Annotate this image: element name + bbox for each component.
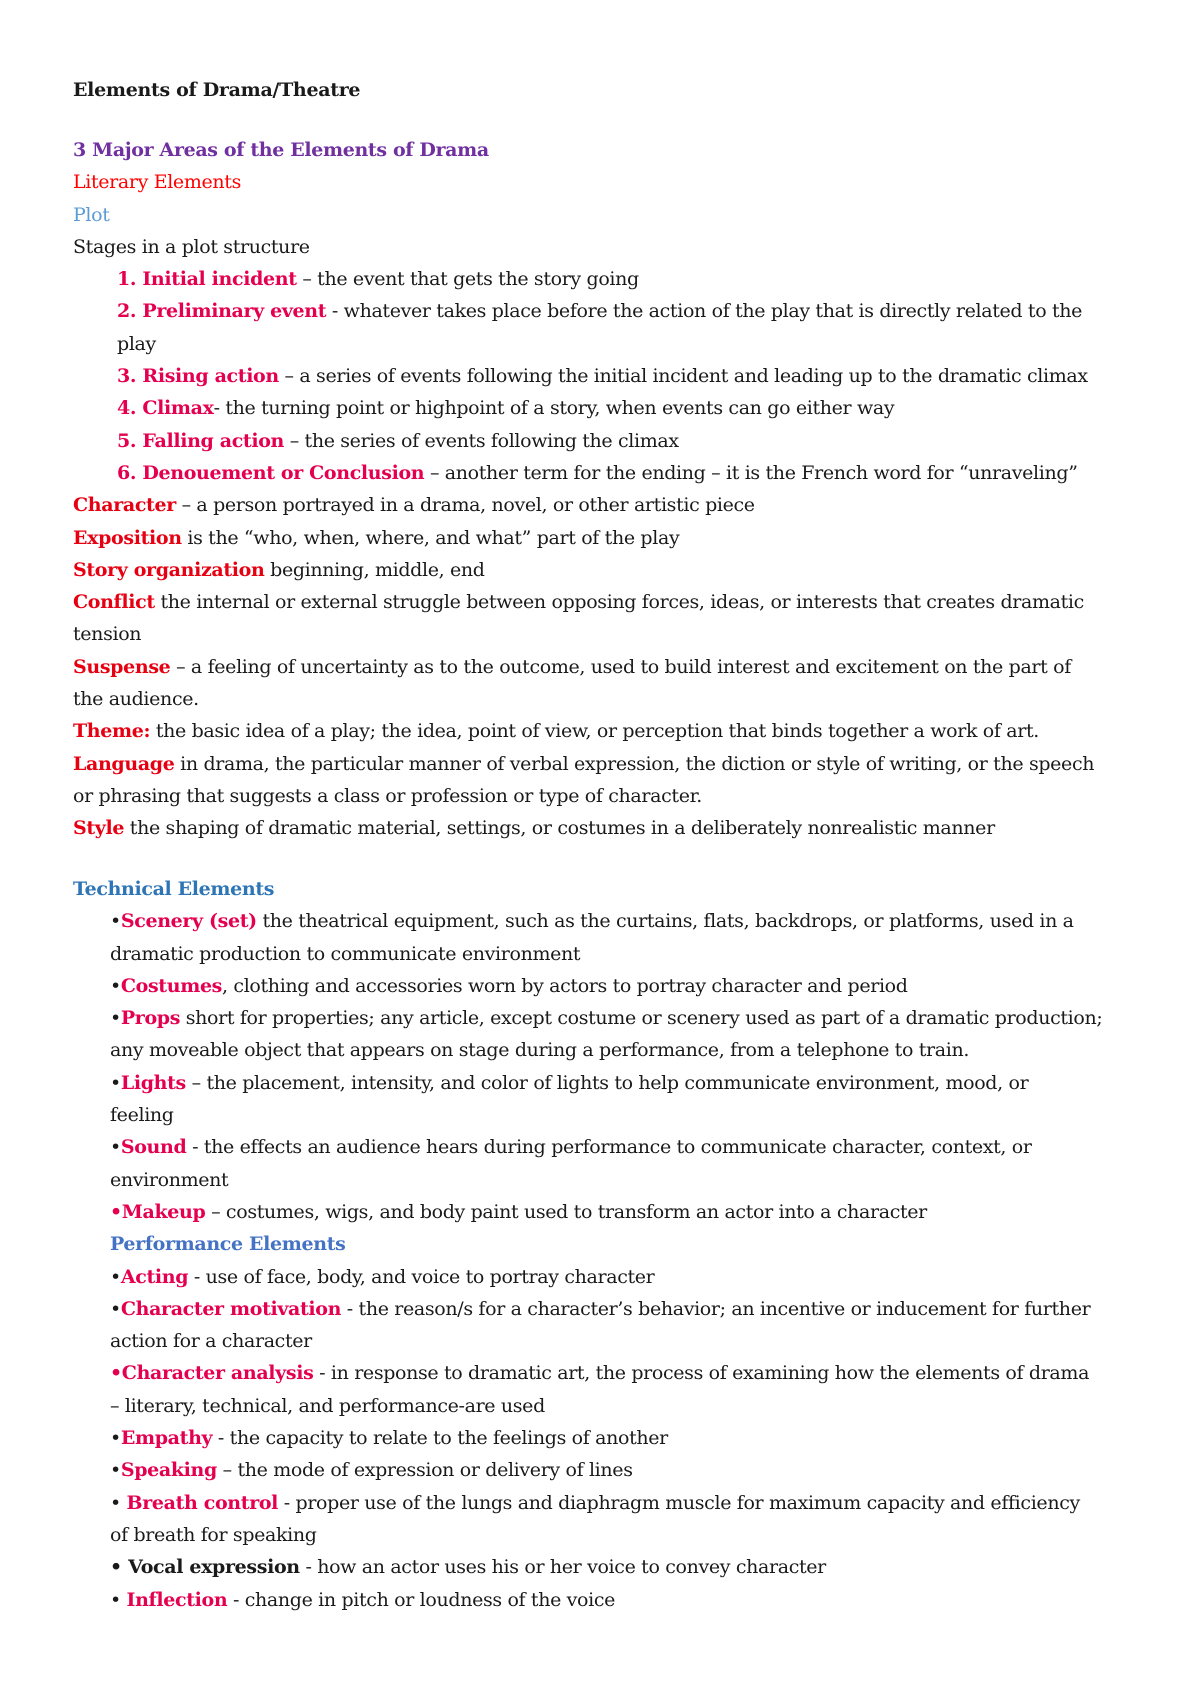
bullet: • xyxy=(110,1136,121,1159)
major-areas-heading: 3 Major Areas of the Elements of Drama xyxy=(73,139,489,161)
technical-term: Costumes xyxy=(120,974,223,997)
performance-item xyxy=(73,1261,1133,1293)
stage-term: 4. Climax xyxy=(117,397,214,420)
technical-term: Lights xyxy=(120,1071,186,1094)
performance-elements-heading: Performance Elements xyxy=(110,1233,346,1256)
definition-item xyxy=(73,812,1133,844)
bullet: • xyxy=(110,1071,121,1094)
performance-item xyxy=(73,1584,1133,1616)
performance-desc: - change in pitch or loudness of the voice xyxy=(227,1588,616,1611)
stage-desc: – the event that gets the story going xyxy=(296,268,639,291)
definition-term: Style xyxy=(73,817,125,840)
bullet: • xyxy=(110,1362,122,1385)
definition-continuation: the audience. xyxy=(73,688,199,711)
definition-item xyxy=(73,651,1133,683)
performance-item xyxy=(73,1357,1133,1389)
performance-item xyxy=(73,1293,1133,1325)
stage-item xyxy=(73,360,1133,392)
technical-term: Scenery (set) xyxy=(120,910,257,933)
bullet: • xyxy=(110,1588,127,1611)
performance-item xyxy=(73,1487,1133,1519)
performance-item xyxy=(73,1422,1133,1454)
stage-desc: – another term for the ending – it is the French word for “unraveling” xyxy=(424,461,1078,484)
performance-desc: - the capacity to relate to the feelings of another xyxy=(212,1427,668,1450)
stage-item-continuation: play xyxy=(117,332,156,355)
definition-term: Theme: xyxy=(73,720,151,743)
performance-term: Speaking xyxy=(120,1459,217,1482)
stage-term: 2. Preliminary event xyxy=(117,300,327,323)
technical-desc: short for properties; any article, except costume or scenery used as part of a dramatic production; xyxy=(180,1007,1103,1030)
definition-term: Story organization xyxy=(73,558,265,581)
stage-item xyxy=(73,425,1133,457)
bullet: • xyxy=(110,1265,121,1288)
technical-item xyxy=(73,1196,1133,1228)
technical-section xyxy=(73,873,1133,1616)
technical-term: Props xyxy=(120,1007,181,1030)
bullet: • xyxy=(110,910,121,933)
stage-term: 1. Initial incident xyxy=(117,268,297,291)
definition-term: Character xyxy=(73,494,176,517)
performance-term: Acting xyxy=(120,1265,189,1288)
bullet: • xyxy=(110,1200,122,1223)
definition-item xyxy=(73,715,1133,747)
definition-item xyxy=(73,554,1133,586)
technical-desc: – costumes, wigs, and body paint used to transform an actor into a character xyxy=(205,1200,927,1223)
technical-continuation: environment xyxy=(110,1168,229,1191)
definition-term: Suspense xyxy=(73,655,171,678)
bullet: • xyxy=(110,1297,121,1320)
technical-continuation: feeling xyxy=(110,1104,174,1127)
stage-term: 3. Rising action xyxy=(117,365,279,388)
definition-desc: – a feeling of uncertainty as to the outcome, used to build interest and excitement on the part of xyxy=(170,655,1071,678)
bullet: • xyxy=(110,1007,121,1030)
stages-intro: Stages in a plot structure xyxy=(73,235,310,258)
definition-continuation: tension xyxy=(73,623,142,646)
performance-continuation: – literary, technical, and performance-are used xyxy=(110,1394,545,1417)
performance-desc: - how an actor uses his or her voice to convey character xyxy=(299,1556,826,1579)
stage-desc: – a series of events following the initial incident and leading up to the dramatic climax xyxy=(278,365,1088,388)
technical-term: Sound xyxy=(120,1136,187,1159)
definition-desc: the shaping of dramatic material, settings, or costumes in a deliberately nonrealistic manner xyxy=(124,817,995,840)
technical-item xyxy=(73,970,1133,1002)
stage-desc: - whatever takes place before the action of the play that is directly related to the xyxy=(326,300,1083,323)
performance-continuation: action for a character xyxy=(110,1330,312,1353)
literary-section xyxy=(73,134,1133,845)
performance-term: Breath control xyxy=(126,1491,279,1514)
performance-term: Inflection xyxy=(126,1588,228,1611)
stage-desc: - the turning point or highpoint of a story, when events can go either way xyxy=(213,397,895,420)
performance-term: Character analysis xyxy=(121,1362,314,1385)
definition-desc: the internal or external struggle between opposing forces, ideas, or interests that creates dramatic xyxy=(154,591,1084,614)
definition-desc: in drama, the particular manner of verbal expression, the diction or style of writing, or the speech xyxy=(174,752,1095,775)
definition-desc: beginning, middle, end xyxy=(264,558,485,581)
technical-desc: , clothing and accessories worn by actors to portray character and period xyxy=(222,974,908,997)
technical-desc: the theatrical equipment, such as the curtains, flats, backdrops, or platforms, used in a xyxy=(256,910,1074,933)
stage-term: 5. Falling action xyxy=(117,429,284,452)
performance-desc: - the reason/s for a character’s behavior; an incentive or inducement for further xyxy=(341,1297,1091,1320)
definition-desc: is the “who, when, where, and what” part of the play xyxy=(181,526,680,549)
performance-desc: - proper use of the lungs and diaphragm muscle for maximum capacity and efficiency xyxy=(278,1491,1080,1514)
technical-elements-heading: Technical Elements xyxy=(73,878,275,900)
document-title: Elements of Drama/Theatre xyxy=(73,79,361,101)
technical-continuation: any moveable object that appears on stage during a performance, from a telephone to train. xyxy=(110,1039,970,1062)
bullet: • xyxy=(110,974,121,997)
stage-term: 6. Denouement or Conclusion xyxy=(117,461,425,484)
definition-term: Exposition xyxy=(73,526,182,549)
performance-desc: - in response to dramatic art, the process of examining how the elements of drama xyxy=(313,1362,1090,1385)
definition-term: Language xyxy=(73,752,175,775)
definition-item xyxy=(73,489,1133,521)
performance-desc: – the mode of expression or delivery of lines xyxy=(216,1459,633,1482)
performance-term: Empathy xyxy=(120,1427,213,1450)
technical-continuation: dramatic production to communicate environment xyxy=(110,942,581,965)
performance-term: Vocal expression xyxy=(128,1556,300,1579)
plot-heading: Plot xyxy=(73,203,110,226)
literary-elements-heading: Literary Elements xyxy=(73,171,241,194)
definition-continuation: or phrasing that suggests a class or profession or type of character. xyxy=(73,784,702,807)
stage-item xyxy=(73,295,1133,327)
technical-desc: – the placement, intensity, and color of lights to help communicate environment, mood, or xyxy=(185,1071,1029,1094)
technical-item xyxy=(73,1131,1133,1163)
stage-item xyxy=(73,263,1133,295)
technical-desc: - the effects an audience hears during performance to communicate character, context, or xyxy=(186,1136,1032,1159)
stage-item xyxy=(73,457,1133,489)
performance-desc: - use of face, body, and voice to portray character xyxy=(188,1265,655,1288)
definition-item xyxy=(73,748,1133,780)
definition-desc: – a person portrayed in a drama, novel, or other artistic piece xyxy=(175,494,755,517)
technical-item xyxy=(73,905,1133,937)
performance-item xyxy=(73,1454,1133,1486)
definition-term: Conflict xyxy=(73,591,155,614)
stage-item xyxy=(73,392,1133,424)
bullet: • xyxy=(110,1491,127,1514)
technical-item xyxy=(73,1002,1133,1034)
definition-item xyxy=(73,586,1133,618)
performance-term: Character motivation xyxy=(120,1297,342,1320)
bullet: • xyxy=(110,1459,121,1482)
bullet: • xyxy=(110,1556,129,1579)
performance-item xyxy=(73,1551,1133,1583)
stage-desc: – the series of events following the climax xyxy=(284,429,679,452)
technical-item xyxy=(73,1067,1133,1099)
definition-desc: the basic idea of a play; the idea, point of view, or perception that binds together a work of art. xyxy=(150,720,1039,743)
bullet: • xyxy=(110,1427,121,1450)
technical-term: Makeup xyxy=(121,1200,206,1223)
definition-item xyxy=(73,522,1133,554)
performance-continuation: of breath for speaking xyxy=(110,1523,317,1546)
